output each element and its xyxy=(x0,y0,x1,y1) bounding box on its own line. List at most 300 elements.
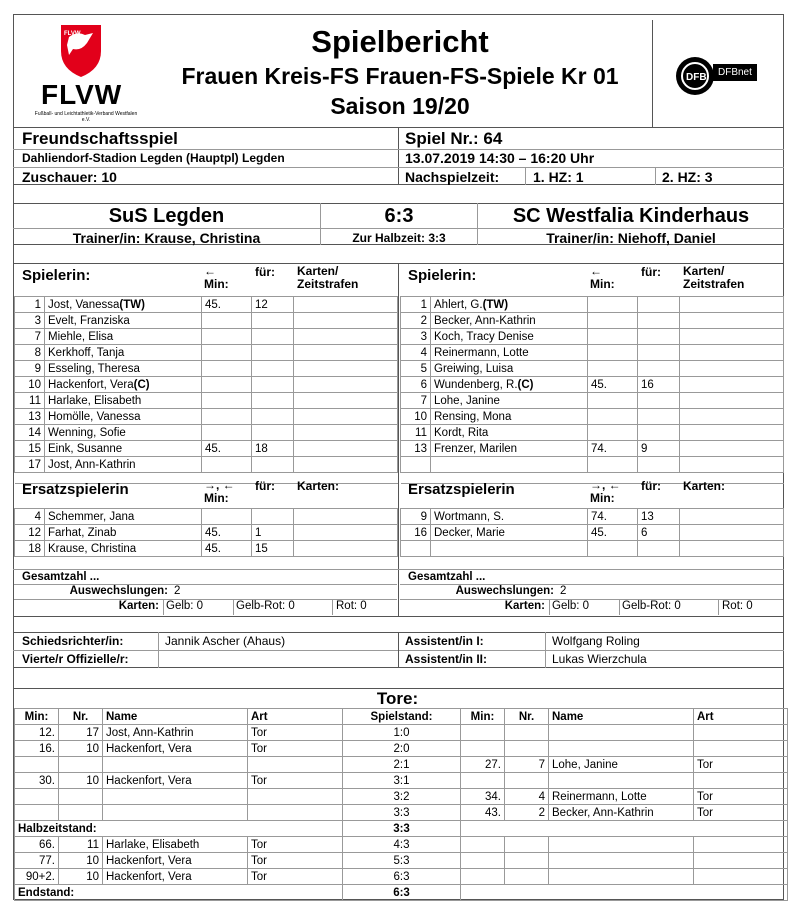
goal-aart xyxy=(694,725,788,741)
goal-score: 3:2 xyxy=(343,789,461,805)
player-sub-for xyxy=(252,345,294,361)
player-name: Esseling, Theresa xyxy=(48,362,140,375)
player-number: 7 xyxy=(401,393,431,409)
player-cards xyxy=(294,377,398,393)
player-sub-for xyxy=(638,393,680,409)
spectators: Zuschauer: 10 xyxy=(22,169,117,185)
player-sub-minute xyxy=(588,393,638,409)
player-sub-minute xyxy=(588,313,638,329)
sub-for: 13 xyxy=(638,509,680,525)
sub-minute xyxy=(202,509,252,525)
sub-cards xyxy=(680,509,784,525)
player-name-cell xyxy=(431,377,588,393)
player-name-cell xyxy=(431,457,588,473)
goal-hmin xyxy=(15,789,59,805)
goal-hnr xyxy=(59,805,103,821)
home-subs-header xyxy=(14,479,397,509)
goal-hnr xyxy=(59,789,103,805)
goal-anr: 4 xyxy=(505,789,549,805)
goal-hart: Tor xyxy=(248,837,343,853)
goals-title: Tore: xyxy=(376,689,419,708)
player-cards xyxy=(680,345,784,361)
sub-cards xyxy=(294,525,398,541)
goal-score: 5:3 xyxy=(343,853,461,869)
assistant2-label: Assistent/in II: xyxy=(405,652,488,666)
player-cards xyxy=(680,409,784,425)
player-sub-for: 12 xyxy=(252,297,294,313)
player-sub-for xyxy=(252,361,294,377)
player-name-cell xyxy=(45,441,202,457)
sub-name: Krause, Christina xyxy=(45,541,202,557)
goal-hnr: 10 xyxy=(59,773,103,789)
goals-header-row xyxy=(15,709,788,725)
player-row xyxy=(15,425,398,441)
goal-row xyxy=(15,805,788,821)
player-row xyxy=(401,377,784,393)
player-number: 8 xyxy=(15,345,45,361)
player-cards xyxy=(680,425,784,441)
player-name: Evelt, Franziska xyxy=(48,314,130,327)
home-subs-table xyxy=(14,508,398,557)
away-coach: Trainer/in: Niehoff, Daniel xyxy=(546,230,716,246)
flvw-logo xyxy=(21,21,144,127)
home-coach: Trainer/in: Krause, Christina xyxy=(72,230,261,246)
goal-score: 4:3 xyxy=(343,837,461,853)
goal-score: 3:1 xyxy=(343,773,461,789)
goal-row xyxy=(15,853,788,869)
sub-number: 12 xyxy=(15,525,45,541)
goals-table xyxy=(14,708,788,901)
player-sub-minute: 45. xyxy=(202,441,252,457)
player-cards xyxy=(680,377,784,393)
goal-aname: Becker, Ann-Kathrin xyxy=(549,805,694,821)
away-submin-heading: →, ← Min: xyxy=(590,478,621,505)
player-row xyxy=(401,361,784,377)
home-subfor-heading: für: xyxy=(255,479,275,493)
player-name: Ahlert, G. xyxy=(434,298,483,311)
goal-anr xyxy=(505,725,549,741)
goal-hmin: 66. xyxy=(15,837,59,853)
home-cards-heading: Karten/ Zeitstrafen xyxy=(297,264,359,291)
player-name: Harlake, Elisabeth xyxy=(48,394,142,407)
goal-hname xyxy=(103,805,248,821)
player-sub-minute xyxy=(202,345,252,361)
player-cards xyxy=(294,361,398,377)
goal-hart: Tor xyxy=(248,741,343,757)
player-name: Frenzer, Marilen xyxy=(434,442,518,455)
sub-number: 18 xyxy=(15,541,45,557)
player-cards xyxy=(294,393,398,409)
assistant2-name: Lukas Wierzchula xyxy=(552,652,647,666)
goal-hnr: 10 xyxy=(59,853,103,869)
player-cards xyxy=(294,313,398,329)
player-cards xyxy=(294,457,398,473)
player-sub-minute xyxy=(202,329,252,345)
goal-aart: Tor xyxy=(694,757,788,773)
player-cards xyxy=(294,345,398,361)
player-number: 7 xyxy=(15,329,45,345)
player-name-cell xyxy=(431,345,588,361)
home-players-table xyxy=(14,296,398,484)
sub-row xyxy=(401,525,784,541)
sub-minute: 74. xyxy=(588,509,638,525)
player-number: 3 xyxy=(401,329,431,345)
player-sub-minute: 45. xyxy=(588,377,638,393)
cards-label: Karten: xyxy=(118,600,159,612)
home-submin-heading: →, ← Min: xyxy=(204,478,235,505)
player-number: 15 xyxy=(15,441,45,457)
sub-for: 15 xyxy=(252,541,294,557)
goal-hart: Tor xyxy=(248,869,343,885)
player-sub-minute xyxy=(202,377,252,393)
extra-time-ht1: 1. HZ: 1 xyxy=(533,169,584,185)
goal-row xyxy=(15,773,788,789)
player-row xyxy=(15,313,398,329)
player-sub-minute xyxy=(588,329,638,345)
player-number: 3 xyxy=(15,313,45,329)
player-row xyxy=(15,345,398,361)
player-sub-for: 18 xyxy=(252,441,294,457)
goal-aname: Lohe, Janine xyxy=(549,757,694,773)
player-row xyxy=(15,377,398,393)
goal-amin: 34. xyxy=(461,789,505,805)
sub-row xyxy=(15,525,398,541)
player-name: Hackenfort, Vera xyxy=(48,378,134,391)
player-sub-for xyxy=(638,313,680,329)
player-row xyxy=(401,329,784,345)
player-number: 13 xyxy=(401,441,431,457)
goal-hname: Harlake, Elisabeth xyxy=(103,837,248,853)
final-score: 6:3 xyxy=(343,885,461,901)
away-team: SC Westfalia Kinderhaus xyxy=(512,205,750,227)
sub-name xyxy=(431,541,588,557)
player-name-cell xyxy=(431,425,588,441)
player-cards xyxy=(294,409,398,425)
halftime-result: Zur Halbzeit: 3:3 xyxy=(352,231,446,245)
goal-amin xyxy=(461,725,505,741)
venue: Dahliendorf-Stadion Legden (Hauptpl) Legden xyxy=(22,151,285,165)
goal-hnr: 17 xyxy=(59,725,103,741)
away-min-heading: ← Min: xyxy=(590,264,615,291)
home-for-heading: für: xyxy=(255,265,275,279)
sub-minute: 45. xyxy=(588,525,638,541)
home-player-heading: Spielerin: xyxy=(22,267,91,284)
player-number: 10 xyxy=(401,409,431,425)
goals-column-header: Name xyxy=(103,709,248,725)
goal-score: 2:1 xyxy=(343,757,461,773)
player-number: 10 xyxy=(15,377,45,393)
player-number: 11 xyxy=(401,425,431,441)
sub-row xyxy=(401,509,784,525)
away-cards-heading: Karten/ Zeitstrafen xyxy=(683,264,745,291)
goal-anr xyxy=(505,741,549,757)
yellow-count: Gelb: 0 xyxy=(166,600,204,612)
player-sub-for xyxy=(638,329,680,345)
player-number: 5 xyxy=(401,361,431,377)
player-name: Wenning, Sofie xyxy=(48,426,126,439)
final-label: Endstand: xyxy=(15,885,343,901)
player-name-cell xyxy=(431,361,588,377)
player-row xyxy=(401,457,784,473)
player-name: Rensing, Mona xyxy=(434,410,512,423)
goal-amin: 43. xyxy=(461,805,505,821)
away-subcards-heading: Karten: xyxy=(683,479,726,493)
sub-minute: 45. xyxy=(202,541,252,557)
yellow-count: Gelb: 0 xyxy=(552,600,590,612)
goal-hname: Jost, Ann-Kathrin xyxy=(103,725,248,741)
totals-label: Gesamtzahl ... xyxy=(408,571,486,583)
goal-hnr: 10 xyxy=(59,741,103,757)
player-cards xyxy=(680,457,784,473)
player-name: Eink, Susanne xyxy=(48,442,123,455)
away-subfor-heading: für: xyxy=(641,479,661,493)
fourth-official-label: Vierte/r Offizielle/r: xyxy=(22,652,129,666)
page-title: Spielbericht xyxy=(311,24,489,59)
player-sub-for xyxy=(252,329,294,345)
player-sub-for: 16 xyxy=(638,377,680,393)
player-role-tag: (TW) xyxy=(482,298,509,311)
player-name: Reinermann, Lotte xyxy=(434,346,529,359)
goal-hmin: 30. xyxy=(15,773,59,789)
player-sub-for xyxy=(252,393,294,409)
goal-row xyxy=(15,725,788,741)
player-name-cell xyxy=(45,425,202,441)
player-row xyxy=(401,313,784,329)
player-sub-for xyxy=(638,457,680,473)
player-name-cell xyxy=(45,313,202,329)
player-cards xyxy=(294,297,398,313)
player-name-cell xyxy=(45,393,202,409)
player-role-tag: (TW) xyxy=(119,298,145,311)
player-name: Miehle, Elisa xyxy=(48,330,114,343)
goal-aname xyxy=(549,725,694,741)
goals-column-header: Art xyxy=(694,709,788,725)
player-row xyxy=(15,361,398,377)
sub-name: Decker, Marie xyxy=(431,525,588,541)
sub-number: 4 xyxy=(15,509,45,525)
player-sub-for xyxy=(252,313,294,329)
player-number: 4 xyxy=(401,345,431,361)
assistant1-label: Assistent/in I: xyxy=(405,634,484,648)
goal-hnr: 11 xyxy=(59,837,103,853)
sub-cards xyxy=(294,541,398,557)
totals-label: Gesamtzahl ... xyxy=(22,571,100,583)
sub-cards xyxy=(294,509,398,525)
halftime-label: Halbzeitstand: xyxy=(15,821,343,837)
sub-for xyxy=(638,541,680,557)
player-name: Homölle, Vanessa xyxy=(48,410,141,423)
away-lineup-header xyxy=(400,265,783,297)
player-sub-for xyxy=(638,361,680,377)
goals-column-header: Min: xyxy=(461,709,505,725)
goal-hmin: 16. xyxy=(15,741,59,757)
goal-aname xyxy=(549,741,694,757)
player-cards xyxy=(680,329,784,345)
player-name: Kordt, Rita xyxy=(434,426,489,439)
goal-anr xyxy=(505,773,549,789)
svg-text:DFB: DFB xyxy=(686,72,707,83)
goal-hname: Hackenfort, Vera xyxy=(103,741,248,757)
halftime-row xyxy=(15,821,788,837)
match-type: Freundschaftsspiel xyxy=(22,129,178,148)
goal-aart: Tor xyxy=(694,805,788,821)
goal-row xyxy=(15,757,788,773)
player-cards xyxy=(680,441,784,457)
home-subcards-heading: Karten: xyxy=(297,479,340,493)
player-name-cell xyxy=(45,345,202,361)
player-sub-for xyxy=(252,457,294,473)
player-row xyxy=(401,393,784,409)
goal-hmin: 77. xyxy=(15,853,59,869)
goal-aart xyxy=(694,773,788,789)
player-sub-minute: 74. xyxy=(588,441,638,457)
player-name: Kerkhoff, Tanja xyxy=(48,346,125,359)
goal-hnr xyxy=(59,757,103,773)
subs-count-label: Auswechslungen: xyxy=(455,585,554,597)
goal-hart: Tor xyxy=(248,853,343,869)
sub-for: 6 xyxy=(638,525,680,541)
player-row xyxy=(15,329,398,345)
player-sub-minute: 45. xyxy=(202,297,252,313)
player-name: Jost, Vanessa xyxy=(48,298,120,311)
sub-cards xyxy=(680,525,784,541)
goals-column-header: Nr. xyxy=(59,709,103,725)
sub-number xyxy=(401,541,431,557)
sub-number: 16 xyxy=(401,525,431,541)
season: Saison 19/20 xyxy=(330,93,470,119)
player-sub-minute xyxy=(588,457,638,473)
cards-label: Karten: xyxy=(504,600,545,612)
away-player-heading: Spielerin: xyxy=(408,267,477,284)
away-totals xyxy=(400,570,783,616)
goal-row xyxy=(15,869,788,885)
player-sub-minute xyxy=(202,393,252,409)
goal-hart xyxy=(248,805,343,821)
dfbnet-label: DFBnet xyxy=(713,64,757,81)
goal-score: 3:3 xyxy=(343,805,461,821)
player-sub-minute xyxy=(588,409,638,425)
away-subs-table xyxy=(400,508,784,557)
goal-hname xyxy=(103,757,248,773)
goals-column-header: Nr. xyxy=(505,709,549,725)
player-sub-for xyxy=(252,409,294,425)
player-cards xyxy=(294,329,398,345)
player-cards xyxy=(680,297,784,313)
subs-count-label: Auswechslungen: xyxy=(69,585,168,597)
goals-column-header: Min: xyxy=(15,709,59,725)
goal-hnr: 10 xyxy=(59,869,103,885)
goals-column-header: Name xyxy=(549,709,694,725)
sub-minute xyxy=(588,541,638,557)
halftime-score: 3:3 xyxy=(343,821,461,837)
player-sub-minute xyxy=(202,361,252,377)
player-number: 1 xyxy=(15,297,45,313)
player-number: 1 xyxy=(401,297,431,313)
goal-row xyxy=(15,789,788,805)
home-totals xyxy=(14,570,397,616)
goal-aname: Reinermann, Lotte xyxy=(549,789,694,805)
goal-amin: 27. xyxy=(461,757,505,773)
goal-hart: Tor xyxy=(248,773,343,789)
player-sub-for xyxy=(638,297,680,313)
competition: Frauen Kreis-FS Frauen-FS-Spiele Kr 01 xyxy=(181,63,619,89)
away-subs-header xyxy=(400,479,783,509)
goal-aname xyxy=(549,773,694,789)
player-name: Wundenberg, R. xyxy=(434,378,518,391)
player-sub-for xyxy=(252,377,294,393)
goal-row xyxy=(15,837,788,853)
goal-hart: Tor xyxy=(248,725,343,741)
sub-name: Wortmann, S. xyxy=(431,509,588,525)
player-name: Greiwing, Luisa xyxy=(434,362,514,375)
player-name-cell xyxy=(45,329,202,345)
player-cards xyxy=(680,313,784,329)
player-sub-minute xyxy=(588,297,638,313)
goals-column-header: Spielstand: xyxy=(343,709,461,725)
player-row xyxy=(401,441,784,457)
svg-text:FLVW: FLVW xyxy=(64,31,81,37)
subs-count: 2 xyxy=(560,585,567,597)
goal-hname: Hackenfort, Vera xyxy=(103,869,248,885)
sub-name: Farhat, Zinab xyxy=(45,525,202,541)
final-row xyxy=(15,885,788,901)
player-role-tag: (C) xyxy=(133,378,150,391)
red-count: Rot: 0 xyxy=(336,600,367,612)
player-sub-for xyxy=(638,345,680,361)
home-sub-heading: Ersatzspielerin xyxy=(22,481,129,498)
player-number: 17 xyxy=(15,457,45,473)
player-row xyxy=(401,409,784,425)
player-sub-minute xyxy=(202,457,252,473)
player-number: 14 xyxy=(15,425,45,441)
goal-aart: Tor xyxy=(694,789,788,805)
home-lineup-header xyxy=(14,265,397,297)
logo-text: FLVW xyxy=(41,79,123,110)
player-sub-minute xyxy=(588,361,638,377)
sub-name: Schemmer, Jana xyxy=(45,509,202,525)
home-team: SuS Legden xyxy=(108,205,225,227)
player-name-cell xyxy=(431,393,588,409)
referee-label: Schiedsrichter/in: xyxy=(22,634,124,648)
match-datetime: 13.07.2019 14:30 – 16:20 Uhr xyxy=(405,150,595,166)
player-cards xyxy=(680,361,784,377)
referee-name: Jannik Ascher (Ahaus) xyxy=(165,634,286,648)
final-result: 6:3 xyxy=(384,205,414,227)
dfb-logo xyxy=(652,20,780,127)
goal-hname xyxy=(103,789,248,805)
away-players-table xyxy=(400,296,784,484)
away-for-heading: für: xyxy=(641,265,661,279)
player-row xyxy=(15,409,398,425)
player-row xyxy=(15,441,398,457)
sub-row xyxy=(401,541,784,557)
player-name-cell xyxy=(45,297,202,313)
goal-amin xyxy=(461,773,505,789)
assistant1-name: Wolfgang Roling xyxy=(552,634,640,648)
goal-anr: 7 xyxy=(505,757,549,773)
goal-row xyxy=(15,741,788,757)
goal-aart xyxy=(694,741,788,757)
yellow-red-count: Gelb-Rot: 0 xyxy=(622,600,681,612)
player-name-cell xyxy=(45,377,202,393)
player-name: Lohe, Janine xyxy=(434,394,500,407)
yellow-red-count: Gelb-Rot: 0 xyxy=(236,600,295,612)
player-cards xyxy=(294,441,398,457)
player-name: Jost, Ann-Kathrin xyxy=(48,458,136,471)
goal-hart xyxy=(248,789,343,805)
goal-score: 2:0 xyxy=(343,741,461,757)
goal-hmin xyxy=(15,757,59,773)
